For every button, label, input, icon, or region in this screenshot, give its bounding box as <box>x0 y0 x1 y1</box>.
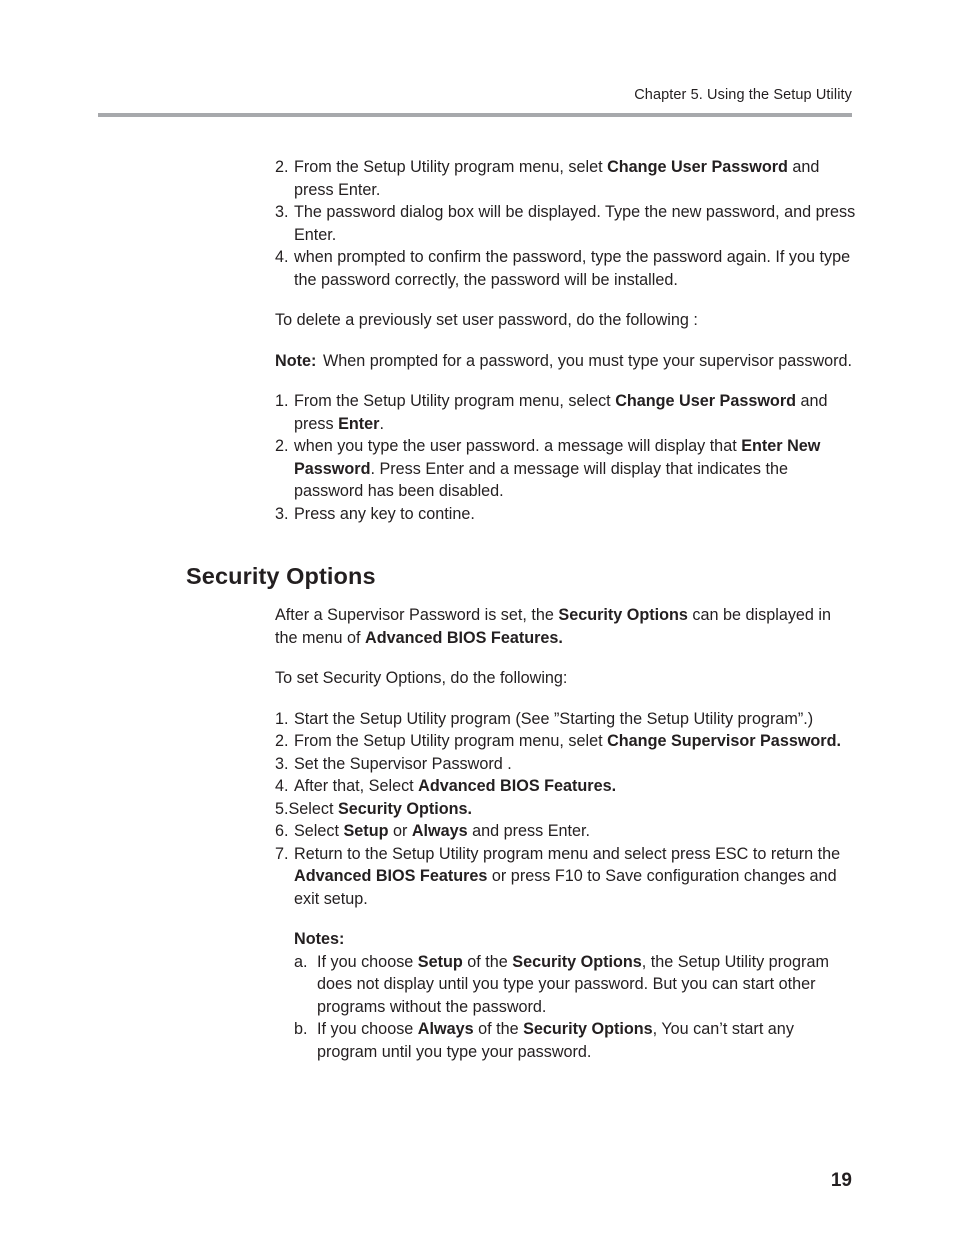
list-item: 3. Set the Supervisor Password . <box>275 754 512 773</box>
list-item: 5.Select Security Options. <box>275 799 473 818</box>
notes-block <box>294 928 857 1063</box>
list-item: a. If you choose Setup of the Security Options, the Setup Utility program does not display until you type your password. But you can start other programs without the password. <box>294 952 829 1016</box>
security-steps <box>275 708 857 911</box>
list-item: 3. The password dialog box will be displayed. Type the new password, and press Enter. <box>275 203 856 244</box>
note-label: Note: <box>275 351 317 370</box>
list-item: 1. Start the Setup Utility program (See ”Starting the Setup Utility program”.) <box>275 709 814 728</box>
list-item: 2. From the Setup Utility program menu, selet Change Supervisor Password. <box>275 732 841 750</box>
list-item: 2. when you type the user password. a message will display that Enter New Password. Press Enter and a message will display that indicates the password has been disabled. <box>275 437 821 500</box>
delete-steps <box>275 390 857 525</box>
header-rule <box>98 113 852 117</box>
running-header: Chapter 5. Using the Setup Utility <box>634 87 852 103</box>
list-item: 4. when prompted to confirm the password, type the password again. If you type the password correctly, the password will be installed. <box>275 248 851 289</box>
list-item: 4. After that, Select Advanced BIOS Features. <box>275 777 617 795</box>
note-text: When prompted for a password, you must type your supervisor password. <box>323 351 853 370</box>
list-item: 3. Press any key to contine. <box>275 504 475 523</box>
list-item: 2. From the Setup Utility program menu, selet Change User Password and press Enter. <box>275 158 820 199</box>
notes-title: Notes: <box>294 930 345 948</box>
list-item: 1. From the Setup Utility program menu, select Change User Password and press Enter. <box>275 392 828 433</box>
page-number: 19 <box>830 1170 852 1191</box>
list-item: 7. Return to the Setup Utility program menu and select press ESC to return the Advanced BIOS Features or press F10 to Save configuration changes and exit setup. <box>275 844 841 908</box>
note <box>275 350 857 373</box>
security-howto: To set Security Options, do the following: <box>275 669 568 687</box>
security-options-section <box>275 604 857 1063</box>
section-title: Security Options <box>186 563 376 589</box>
security-intro: After a Supervisor Password is set, the Security Options can be displayed in the menu of Advanced BIOS Features. <box>275 606 832 647</box>
user-password-section <box>275 156 857 525</box>
set-user-password-steps <box>275 156 857 291</box>
list-item: 6. Select Setup or Always and press Enter. <box>275 822 591 840</box>
delete-intro: To delete a previously set user password, do the following : <box>275 311 698 329</box>
list-item: b. If you choose Always of the Security Options, You can’t start any program until you type your password. <box>294 1020 794 1061</box>
